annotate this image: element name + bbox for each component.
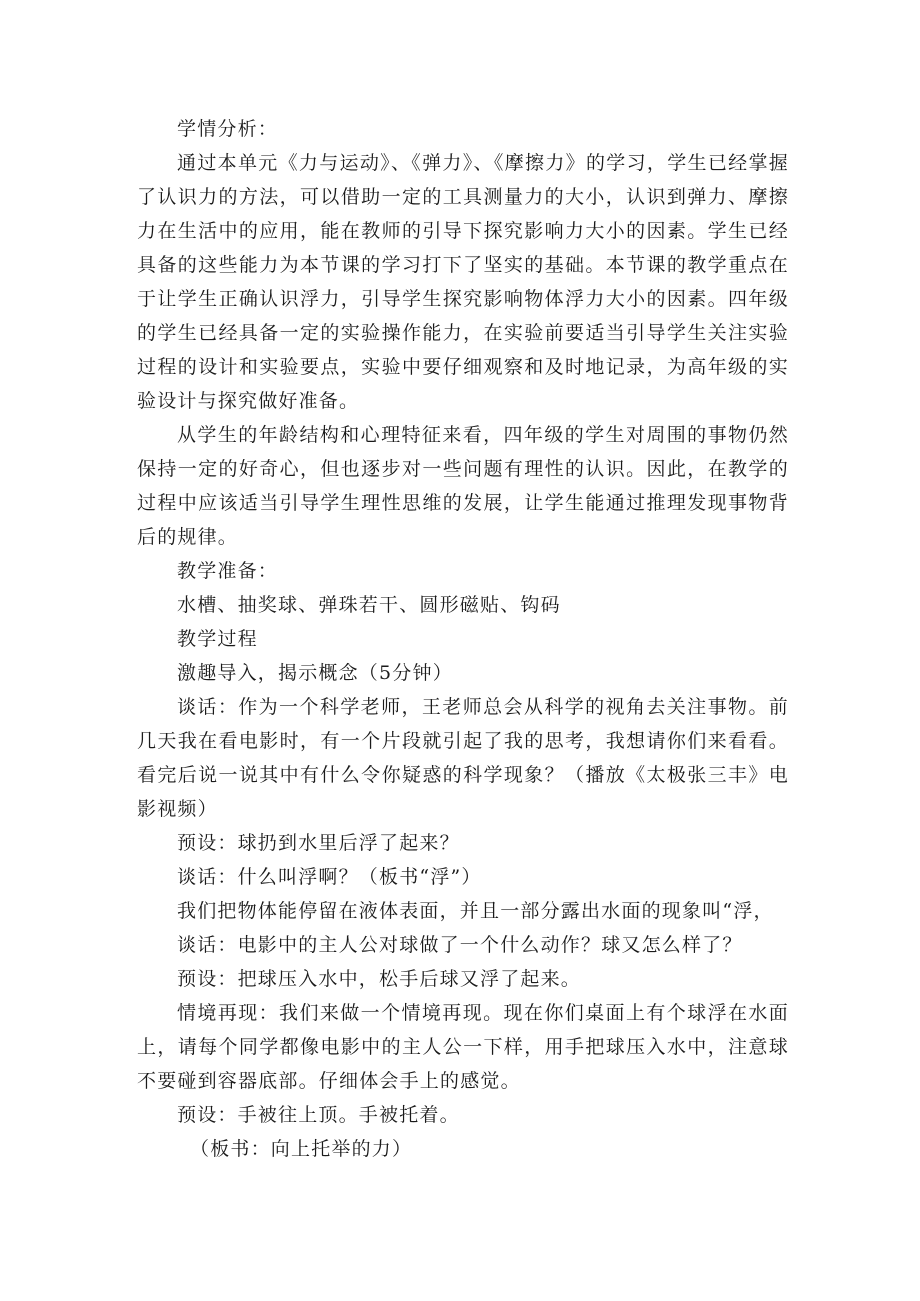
heading-introduction-step: 激趣导入，揭示概念（5分钟） (177, 662, 453, 684)
paragraph-prior-learning: 通过本单元《力与运动》、《弹力》、《摩擦力》的学习，学生已经掌握了认识力的方法，可以借助一定的工具测量力的大小，认识到弹力、摩擦力在生活中的应用，能在教师的引导下探究影响力大小的因素。学生已经具备的这些能力为本节课的学习打下了坚实的基础。本节课的教学重点在于让学生正确认识浮力，引导学生探究影响物体浮力大小的因素。四年级的学生已经具备一定的实验操作能力，在实验前要适当引导学生关注实验过程的设计和实验要点，实验中要仔细观察和及时地记录，为高年级的实验设计与探究做好准备。 (137, 152, 789, 412)
heading-teaching-preparation: 教学准备： (177, 560, 279, 582)
paragraph-scenario-reenact: 情境再现：我们来做一个情境再现。现在你们桌面上有个球浮在水面上，请每个同学都像电影中的主人公一下样，用手把球压入水中，注意球不要碰到容器底部。仔细体会手上的感觉。 (137, 1002, 789, 1092)
paragraph-talk-what-is-float: 谈话：什么叫浮啊？（板书“浮”） (177, 866, 482, 888)
paragraph-talk-action: 谈话：电影中的主人公对球做了一个什么动作？球又怎么样了？ (177, 934, 743, 956)
heading-teaching-process: 教学过程 (177, 628, 258, 650)
paragraph-talk-movie: 谈话：作为一个科学老师，王老师总会从科学的视角去关注事物。前几天我在看电影时，有一个片段就引起了我的思考，我想请你们来看看。看完后说一说其中有什么令你疑惑的科学现象？（播放《太极张三丰》电影视频） (137, 696, 789, 820)
paragraph-preset-hand-pushed: 预设：手被往上顶。手被托着。 (177, 1104, 460, 1126)
paragraph-materials-list: 水槽、抽奖球、弹珠若干、圆形磁贴、钩码 (177, 594, 561, 616)
paragraph-board-note: （板书：向上托举的力） (190, 1138, 413, 1160)
document-body (137, 112, 789, 1166)
heading-learning-analysis: 学情分析： (177, 118, 279, 140)
paragraph-student-characteristics: 从学生的年龄结构和心理特征来看，四年级的学生对周围的事物仍然保持一定的好奇心，但也逐步对一些问题有理性的认识。因此，在教学的过程中应该适当引导学生理性思维的发展，让学生能通过推理发现事物背后的规律。 (137, 424, 789, 548)
paragraph-preset-press-ball: 预设：把球压入水中，松手后球又浮了起来。 (177, 968, 582, 990)
paragraph-preset-ball-floats: 预设：球扔到水里后浮了起来？ (177, 832, 460, 854)
paragraph-float-definition: 我们把物体能停留在液体表面，并且一部分露出水面的现象叫“浮， (177, 900, 774, 922)
